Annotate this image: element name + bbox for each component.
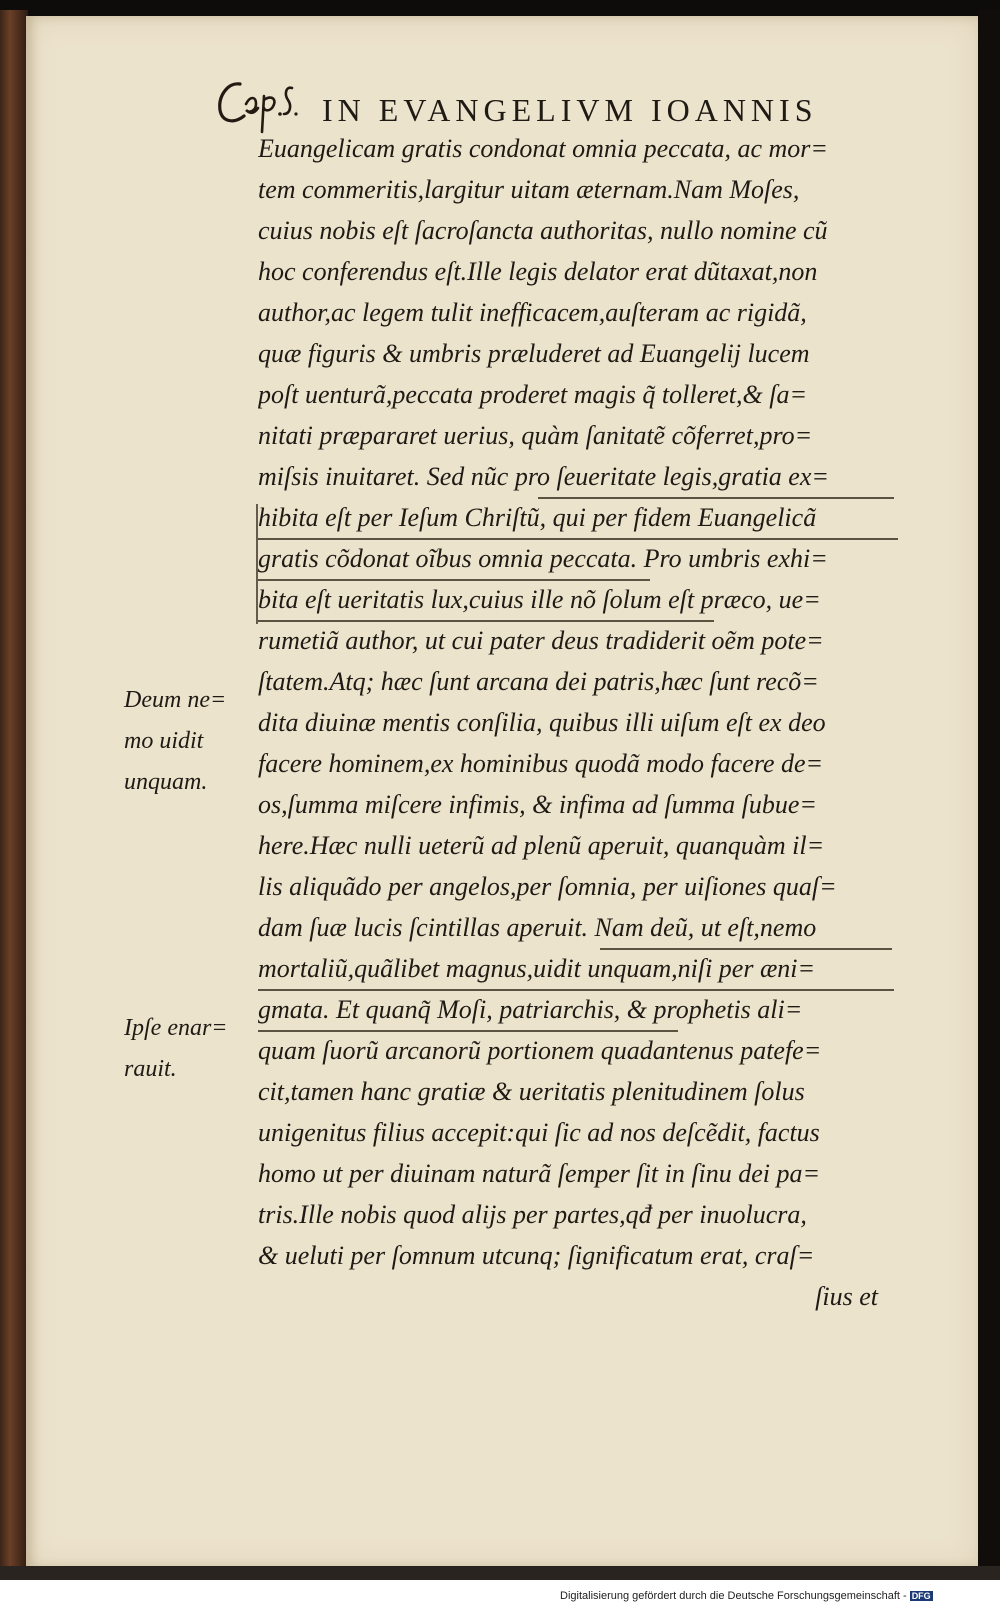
text-line: unigenitus filius accepit:qui ſic ad nos deſcẽdit, factus (258, 1118, 820, 1147)
marginal-note-ipse-enarrauit (124, 1008, 250, 1090)
text-line: ſtatem.Atq; hæc ſunt arcana dei patris,hæc ſunt recõ= (258, 667, 819, 696)
marginal-note-line: mo uidit (124, 728, 204, 754)
book-spine (0, 10, 28, 1570)
marginal-note-deum-nemo (124, 680, 250, 803)
dfg-logo: DFG (911, 1591, 931, 1602)
text-line: gmata. Et quanq̃ Moſi, patriarchis, & prophetis ali= (258, 995, 803, 1024)
ink-underline (538, 497, 894, 499)
text-line: & ueluti per ſomnum utcunq; ſignificatum erat, craſ= (258, 1241, 815, 1270)
text-line: quæ figuris & umbris præluderet ad Euangelij lucem (258, 339, 810, 368)
running-head: IN EVANGELIVM IOANNIS (322, 92, 818, 128)
text-line: gratis cõdonat oĩbus omnia peccata. Pro umbris exhi= (258, 544, 828, 573)
text-line: miſsis inuitaret. Sed nũc pro ſeueritate legis,gratia ex= (258, 462, 829, 491)
marginal-note-line: Ipſe enar= (124, 1015, 228, 1041)
ink-bracket (256, 504, 258, 624)
text-line: here.Hæc nulli ueterũ ad plenũ aperuit, quanquàm il= (258, 831, 825, 860)
text-line: cit,tamen hanc gratiæ & ueritatis plenitudinem ſolus (258, 1077, 805, 1106)
text-line: cuius nobis eſt ſacroſancta authoritas, nullo nomine cũ (258, 216, 828, 245)
scan-bottom-edge (0, 1566, 1000, 1580)
ink-underline (258, 538, 898, 540)
body-text (258, 128, 908, 1317)
ink-underline (258, 579, 650, 581)
scan-right-edge (978, 10, 1000, 1580)
ink-underline (600, 948, 892, 950)
marginal-note-line: unquam. (124, 769, 208, 795)
marginal-note-line: Deum ne= (124, 687, 227, 713)
text-line: author,ac legem tulit inefficacem,auſteram ac rigidã, (258, 298, 807, 327)
text-line: bita eſt ueritatis lux,cuius ille nõ ſolum eſt præco, ue= (258, 585, 821, 614)
catchword-line: ſius et (815, 1282, 878, 1311)
ink-underline (258, 1030, 678, 1032)
text-line: homo ut per diuinam naturã ſemper ſit in ſinu dei pa= (258, 1159, 821, 1188)
text-line: Euangelicam gratis condonat omnia peccata, ac mor= (258, 134, 828, 163)
text-line: poſt uenturã,peccata proderet magis q̃ tolleret,& ſa= (258, 380, 808, 409)
text-line: tem commeritis,largitur uitam æternam.Nam Moſes, (258, 175, 800, 204)
text-line: dita diuinæ mentis conſilia, quibus illi uiſum eſt ex deo (258, 708, 826, 737)
text-line: lis aliquãdo per angelos,per ſomnia, per uiſiones quaſ= (258, 872, 837, 901)
text-line: nitati præpararet uerius, quàm ſanitatẽ cõferret,pro= (258, 421, 813, 450)
text-line: facere hominem,ex hominibus quodã modo facere de= (258, 749, 824, 778)
marginal-note-line: rauit. (124, 1056, 177, 1082)
digitization-credit (560, 1590, 933, 1602)
text-line: tris.Ille nobis quod alijs per partes,qđ per inuolucra, (258, 1200, 807, 1229)
text-line: os,ſumma miſcere infimis, & infima ad ſumma ſubue= (258, 790, 817, 819)
text-line: rumetiã author, ut cui pater deus tradiderit oẽm pote= (258, 626, 824, 655)
digitization-credit-text: Digitalisierung gefördert durch die Deutsche Forschungsgemeinschaft - (560, 1590, 907, 1602)
text-line: quam ſuorũ arcanorũ portionem quadantenus patefe= (258, 1036, 822, 1065)
ink-underline (258, 989, 894, 991)
ink-underline (258, 620, 714, 622)
text-line: dam ſuæ lucis ſcintillas aperuit. Nam deũ, ut eſt,nemo (258, 913, 817, 942)
text-line: hoc conferendus eſt.Ille legis delator erat dũtaxat,non (258, 257, 818, 286)
text-line: mortaliũ,quãlibet magnus,uidit unquam,niſi per æni= (258, 954, 816, 983)
text-line: hibita eſt per Ieſum Chriſtũ, qui per fidem Euangelicã (258, 503, 817, 532)
